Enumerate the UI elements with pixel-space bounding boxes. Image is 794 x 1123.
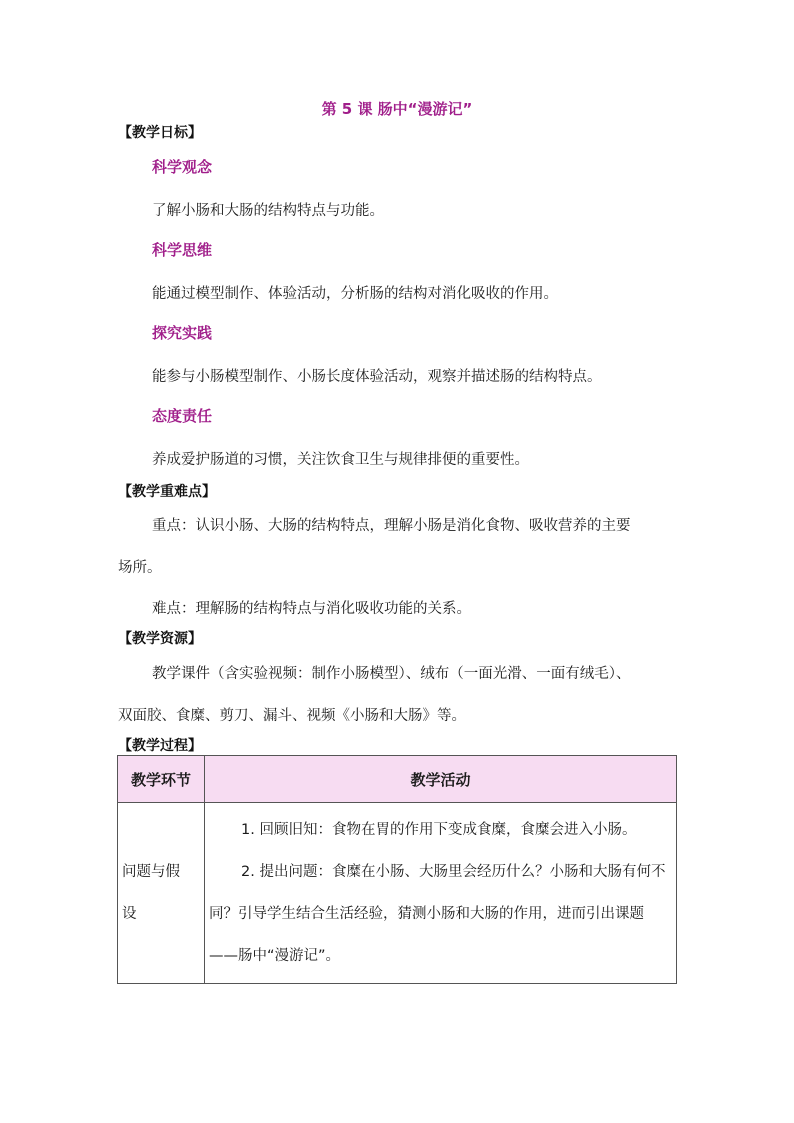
objective-text-attitude: 养成爱护肠道的习惯，关注饮食卫生与规律排便的重要性。 xyxy=(152,452,529,468)
focus-line-1: 重点：认识小肠、大肠的结构特点，理解小肠是消化食物、吸收营养的主要 xyxy=(152,518,631,534)
activity-line-1: 1. 回顾旧知：食物在胃的作用下变成食糜，食糜会进入小肠。 xyxy=(241,822,637,838)
stage-text-line-1: 问题与假 xyxy=(122,864,180,880)
resources-line-2: 双面胶、食糜、剪刀、漏斗、视频《小肠和大肠》等。 xyxy=(118,708,466,724)
table-row xyxy=(118,803,677,984)
resources-heading: 【教学资源】 xyxy=(118,631,202,647)
objective-label-concept: 科学观念 xyxy=(152,158,213,176)
difficulty-line: 难点：理解肠的结构特点与消化吸收功能的关系。 xyxy=(152,601,471,617)
stage-text-line-2: 设 xyxy=(122,906,137,922)
objectives-heading: 【教学日标】 xyxy=(118,125,202,141)
objective-label-practice: 探究实践 xyxy=(152,324,213,342)
activity-line-3: 同？引导学生结合生活经验，猜测小肠和大肠的作用，进而引出课题 xyxy=(209,906,644,922)
focus-line-2: 场所。 xyxy=(118,560,162,576)
objective-text-concept: 了解小肠和大肠的结构特点与功能。 xyxy=(152,203,384,219)
activity-line-2: 2. 提出问题：食糜在小肠、大肠里会经历什么？小肠和大肠有何不 xyxy=(241,864,666,880)
objective-text-thinking: 能通过模型制作、体验活动，分析肠的结构对消化吸收的作用。 xyxy=(152,286,558,302)
header-stage: 教学环节 xyxy=(118,756,205,803)
objective-label-thinking: 科学思维 xyxy=(152,241,213,259)
objective-text-practice: 能参与小肠模型制作、小肠长度体验活动，观察并描述肠的结构特点。 xyxy=(152,369,602,385)
table-header-row xyxy=(118,756,677,803)
resources-line-1: 教学课件（含实验视频：制作小肠模型）、绒布（一面光滑、一面有绒毛）、 xyxy=(152,666,631,682)
process-table xyxy=(117,755,677,984)
process-heading: 【教学过程】 xyxy=(118,738,202,754)
activity-line-4: ——肠中“漫游记”。 xyxy=(209,948,341,964)
lesson-title: 第 5 课 肠中“漫游记” xyxy=(321,100,473,118)
key-points-heading: 【教学重难点】 xyxy=(118,484,216,500)
objective-label-attitude: 态度责任 xyxy=(152,407,213,425)
header-activity: 教学活动 xyxy=(205,756,677,803)
stage-cell xyxy=(118,803,205,984)
activity-cell xyxy=(205,803,677,984)
